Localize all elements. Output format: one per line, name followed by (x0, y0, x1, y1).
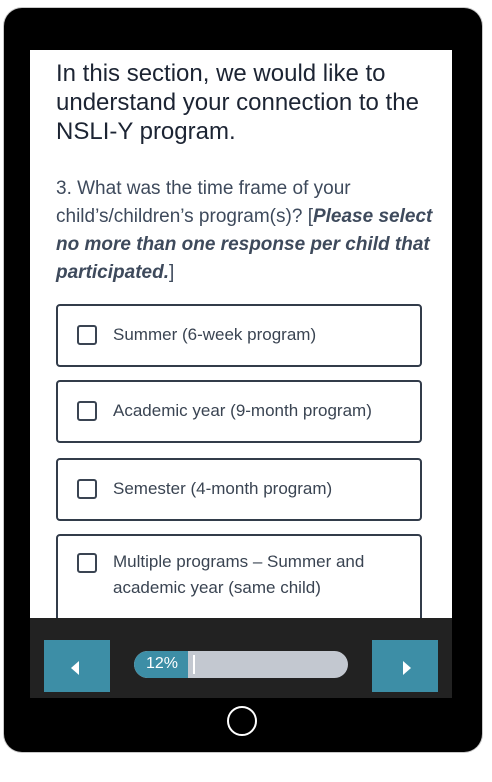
tablet-frame (4, 8, 482, 752)
option-label: Academic year (9-month program) (113, 401, 372, 420)
question-bracket-close: ] (168, 262, 175, 283)
checkbox[interactable] (77, 479, 97, 499)
progress-marker (193, 655, 195, 674)
progress-bar (134, 651, 348, 678)
chevron-left-icon (71, 661, 79, 675)
survey-screen (30, 50, 452, 618)
next-button[interactable] (372, 640, 438, 692)
option-summer[interactable] (56, 304, 422, 367)
checkbox[interactable] (77, 553, 97, 573)
question-instruction: Please select no more than one response per child that participated. (56, 206, 433, 283)
home-button[interactable] (227, 706, 257, 736)
checkbox[interactable] (77, 325, 97, 345)
option-label: Multiple programs – Summer and academic year (same child) (113, 552, 365, 597)
previous-button[interactable] (44, 640, 110, 692)
question-bracket-open: [ (307, 206, 313, 227)
navigation-bar (30, 618, 452, 698)
option-label: Summer (6-week program) (113, 325, 317, 344)
section-intro: In this section, we would like to understand your connection to the NSLI-Y program. (56, 60, 419, 145)
option-academic-year[interactable] (56, 380, 422, 443)
option-label: Semester (4-month program) (113, 479, 333, 498)
question-prompt: 3. What was the time frame of your child’s/children’s program(s)? (56, 178, 351, 227)
question-text (56, 175, 436, 287)
option-multiple-programs[interactable] (56, 534, 422, 618)
option-semester[interactable] (56, 458, 422, 521)
progress-label: 12% (146, 655, 179, 672)
chevron-right-icon (403, 661, 411, 675)
checkbox[interactable] (77, 401, 97, 421)
